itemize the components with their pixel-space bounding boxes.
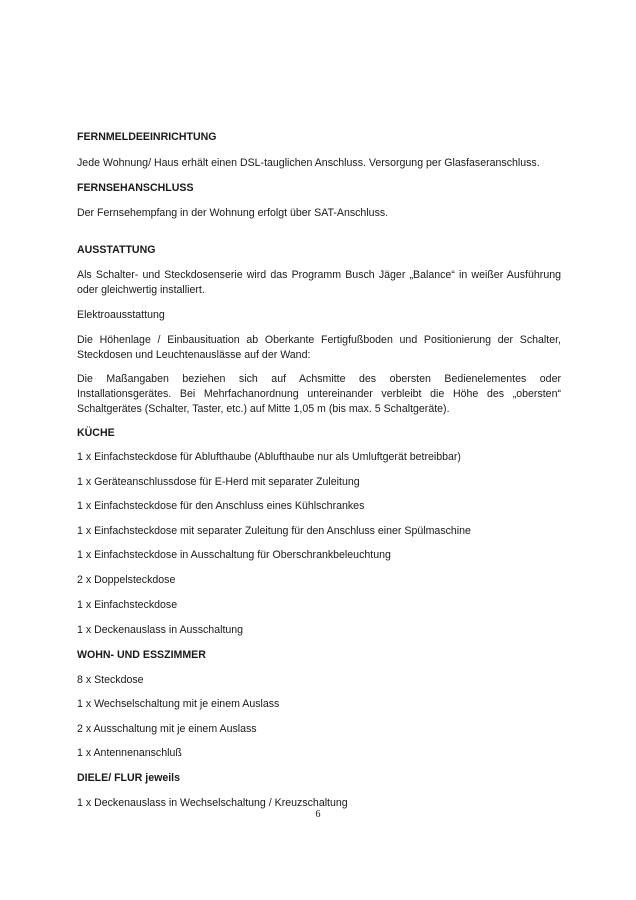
paragraph: Jede Wohnung/ Haus erhält einen DSL-tauglichen Anschluss. Versorgung per Glasfaseranschluss. [77,157,540,169]
list-item: 8 x Steckdose [77,674,144,686]
paragraph: Elektroausstattung [77,309,165,321]
list-item: 1 x Einfachsteckdose für Ablufthaube (Ablufthaube nur als Umluftgerät betreibbar) [77,451,461,463]
list-item: 1 x Wechselschaltung mit je einem Auslass [77,698,280,710]
page-number: 6 [315,809,321,820]
list-item: 1 x Einfachsteckdose in Ausschaltung für Oberschrankbeleuchtung [77,549,391,561]
heading-kueche: KÜCHE [77,427,115,439]
heading-fernmeldeeinrichtung: FERNMELDEEINRICHTUNG [77,131,217,143]
paragraph: Die Höhenlage / Einbausituation ab Oberkante Fertigfußboden und Positionierung der Schalter, Steckdosen und Leuchtenauslässe auf der Wand: [77,334,561,361]
list-item: 1 x Deckenauslass in Wechselschaltung / Kreuzschaltung [77,797,348,809]
paragraph: Der Fernsehempfang in der Wohnung erfolgt über SAT-Anschluss. [77,207,389,219]
list-item: 1 x Einfachsteckdose [77,599,178,611]
list-item: 2 x Ausschaltung mit je einem Auslass [77,723,257,735]
heading-diele-flur: DIELE/ FLUR jeweils [77,772,181,784]
heading-fernsehanschluss: FERNSEHANSCHLUSS [77,182,194,194]
list-item: 1 x Deckenauslass in Ausschaltung [77,624,244,636]
list-item: 2 x Doppelsteckdose [77,574,176,586]
list-item: 1 x Einfachsteckdose für den Anschluss eines Kühlschrankes [77,500,365,512]
list-item: 1 x Geräteanschlussdose für E-Herd mit separater Zuleitung [77,476,360,488]
paragraph: Als Schalter- und Steckdosenserie wird das Programm Busch Jäger „Balance“ in weißer Ausführung oder gleichwertig installiert. [77,269,561,296]
list-item: 1 x Antennenanschluß [77,747,182,759]
heading-wohn-und-esszimmer: WOHN- UND ESSZIMMER [77,649,206,661]
heading-ausstattung: AUSSTATTUNG [77,244,156,256]
list-item: 1 x Einfachsteckdose mit separater Zuleitung für den Anschluss einer Spülmaschine [77,525,471,537]
paragraph: Die Maßangaben beziehen sich auf Achsmitte des obersten Bedienelementes oder Installationsgerätes. Bei Mehrfachanordnung untereinander verbleibt die Höhe des „obersten“ Schaltgerätes (Schalter, Taster, etc.) auf Mitte 1,05 m (bis max. 5 Schaltgeräte). [77,373,561,415]
